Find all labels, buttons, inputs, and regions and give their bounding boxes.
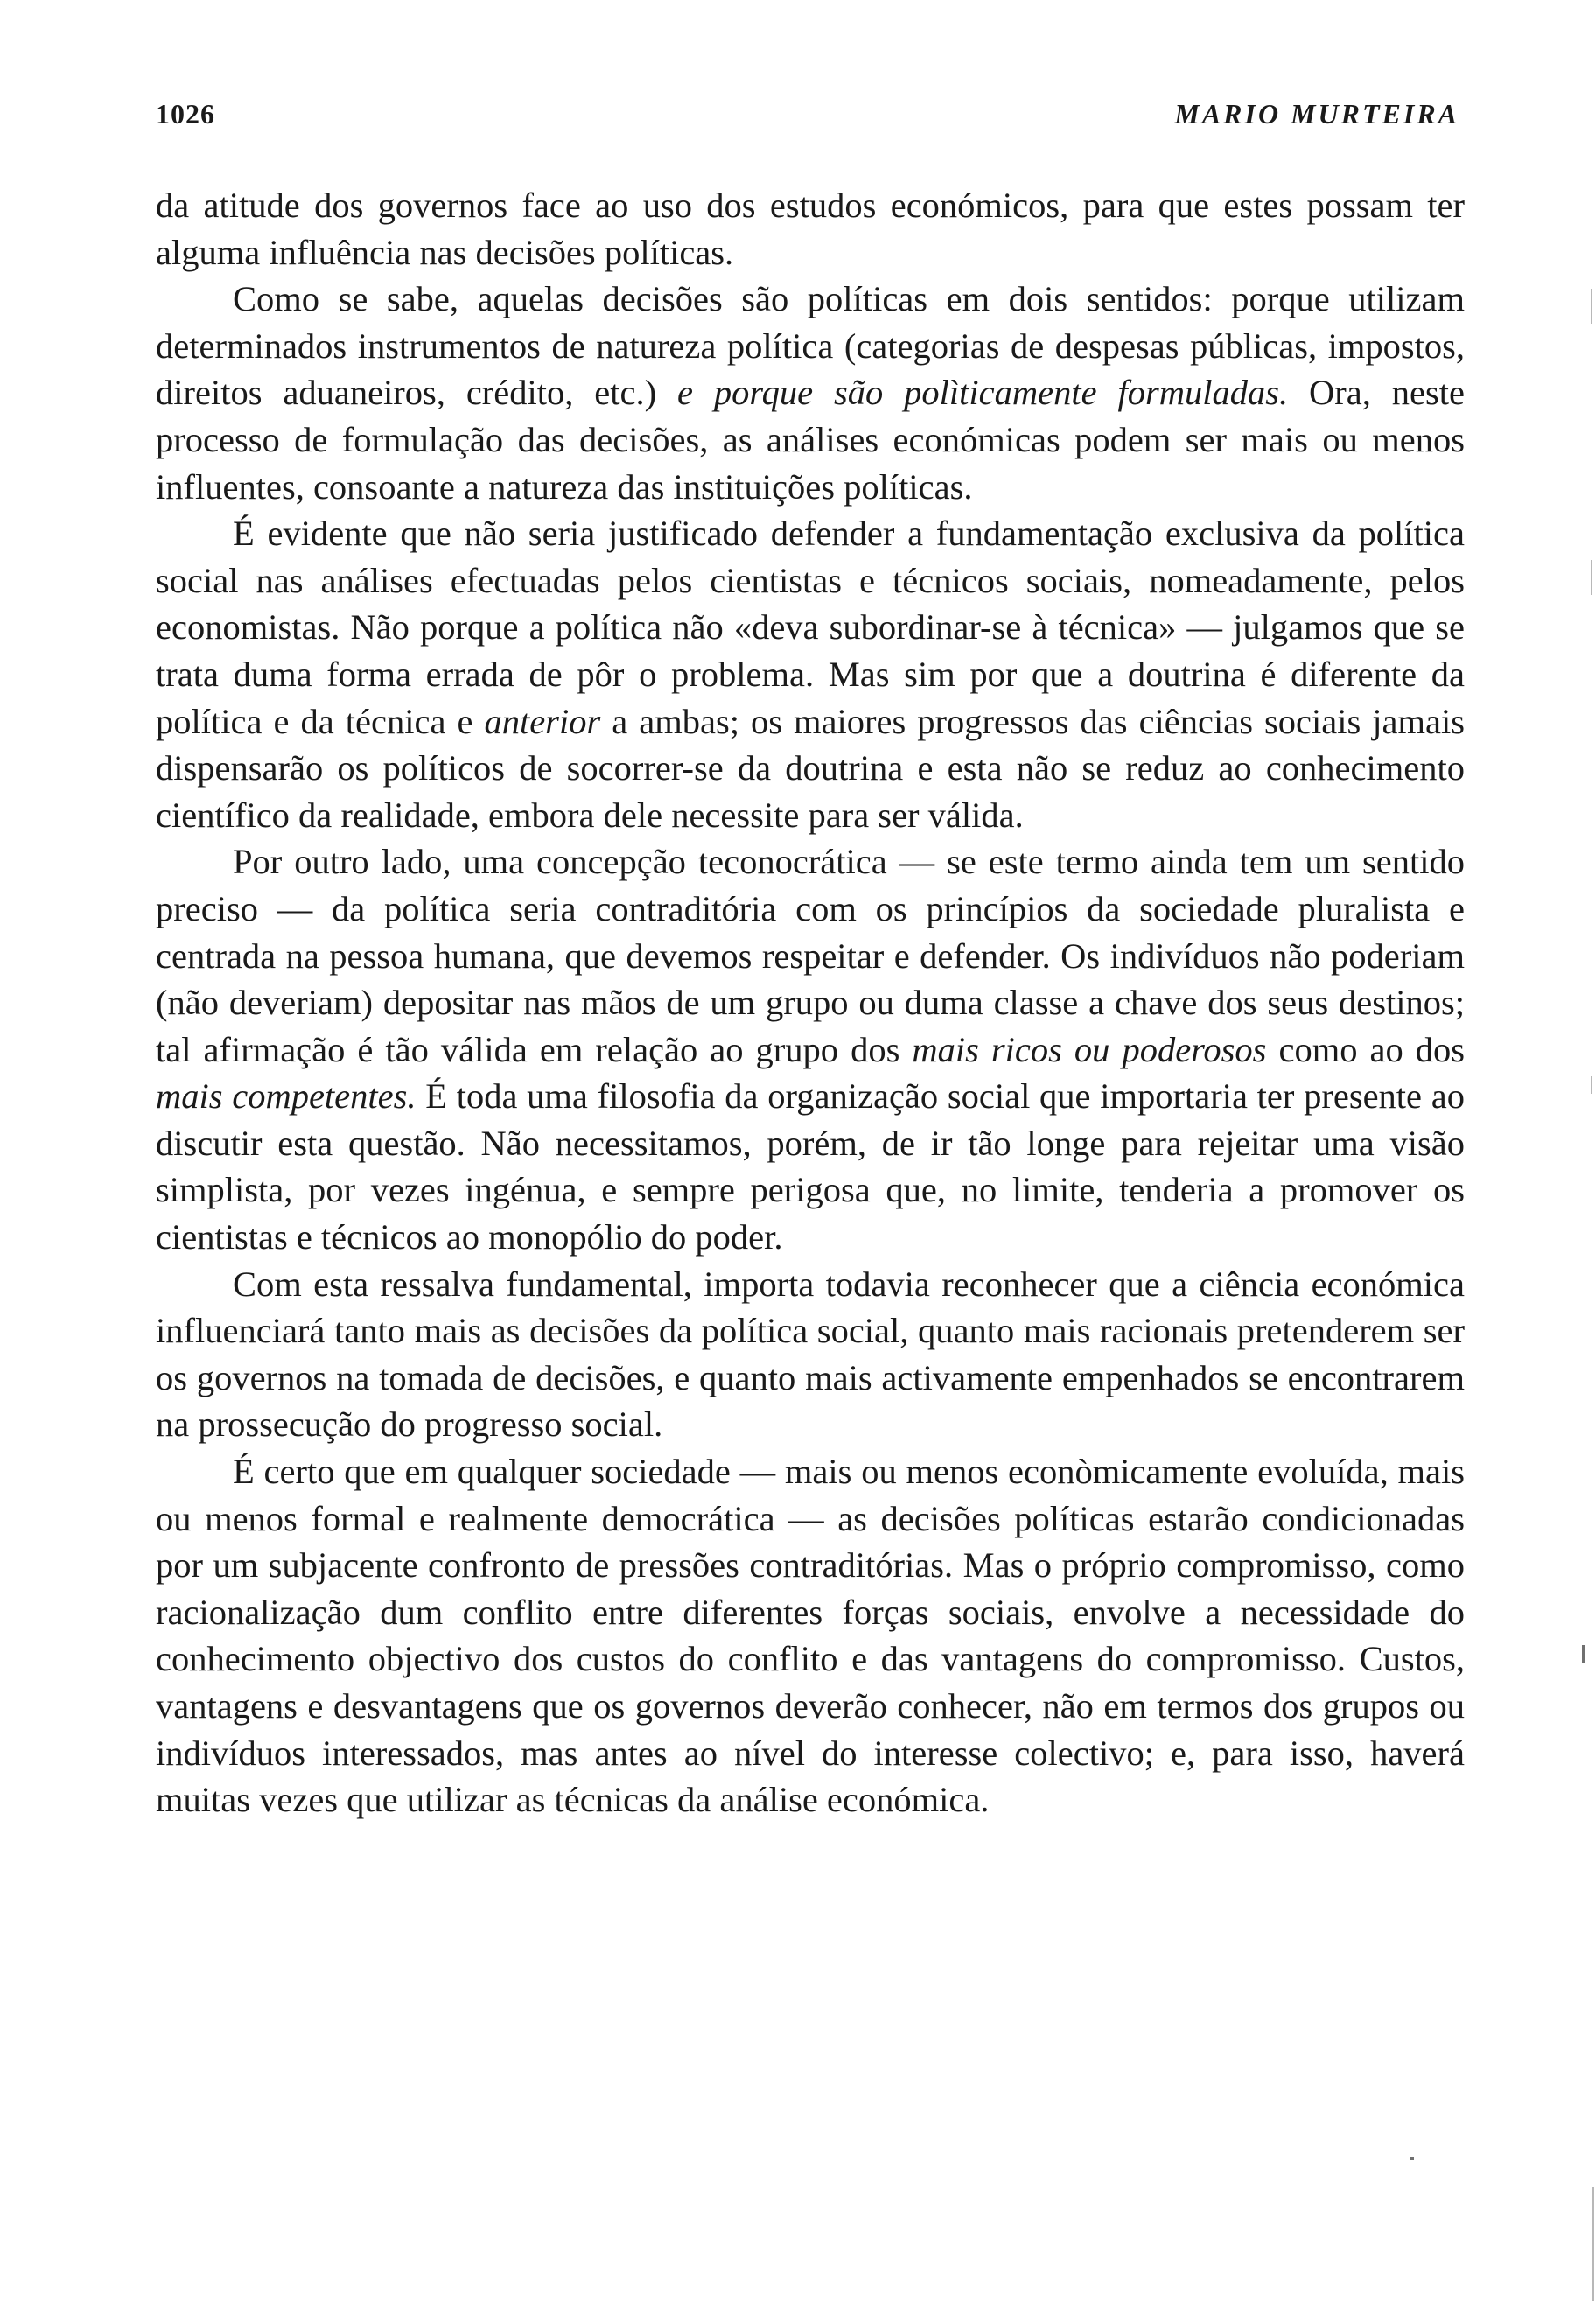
italic-text-run: e porque são polìticamente formuladas. xyxy=(677,373,1289,413)
text-run: É evidente que não seria justificado defender a fundamentação exclusiva da política social nas análises efectuadas pelos cientistas e técnicos sociais, nomeadamente, pelos economistas. Não porque a política não «deva subordinar-se à técnica» — julgamos que se trata duma forma errada de pôr o problema. Mas sim por que a doutrina é diferente da política e da técnica e xyxy=(156,514,1465,741)
italic-text-run: mais competentes. xyxy=(156,1076,416,1116)
text-run: É toda uma filosofia da organização social que importaria ter presente ao discutir esta questão. Não necessitamos, porém, de ir tão longe para rejeitar uma visão simplista, por vezes ingénua, e sempre perigosa que, no limite, tenderia a promover os cientistas e técnicos ao monopólio do poder. xyxy=(156,1076,1465,1257)
text-run: Com esta ressalva fundamental, importa todavia reconhecer que a ciência económica influenciará tanto mais as decisões da política social, quanto mais racionais pretenderem ser os governos na tomada de decisões, e quanto mais activamente empenhados se encontrarem na prossecução do progresso social. xyxy=(156,1264,1465,1445)
paragraph xyxy=(156,276,1465,510)
text-run: da atitude dos governos face ao uso dos estudos económicos, para que estes possam ter alguma influência nas decisões políticas. xyxy=(156,186,1465,272)
text-run: Ora, neste processo de formulação das decisões, as análises económicas podem ser mais ou menos influentes, consoante a natureza das instituições políticas. xyxy=(156,373,1465,507)
paragraph xyxy=(156,1261,1465,1448)
scan-margin-mark xyxy=(1582,1645,1585,1662)
author-name: MARIO MURTEIRA xyxy=(1174,98,1460,130)
paragraph xyxy=(156,510,1465,838)
scan-margin-mark xyxy=(1410,2157,1414,2160)
text-run: a ambas; os maiores progressos das ciências sociais jamais dispensarão os políticos de socorrer-se da doutrina e esta não se reduz ao conhecimento científico da realidade, embora dele necessite para ser válida. xyxy=(156,701,1465,835)
text-run: como ao dos xyxy=(1266,1029,1465,1069)
scan-margin-mark xyxy=(1591,1076,1592,1094)
page-number: 1026 xyxy=(156,98,215,130)
running-head xyxy=(156,98,1460,142)
scan-margin-mark xyxy=(1592,2188,1594,2301)
scan-margin-mark xyxy=(1591,560,1592,595)
paragraph xyxy=(156,1448,1465,1824)
body-text xyxy=(156,182,1465,1824)
italic-text-run: anterior xyxy=(484,701,601,741)
scan-margin-mark xyxy=(1591,289,1592,324)
italic-text-run: mais ricos ou poderosos xyxy=(912,1029,1267,1069)
text-run: Por outro lado, uma concepção teconocrática — se este termo ainda tem um sentido preciso — da política seria contraditória com os princípios da sociedade pluralista e centrada na pessoa humana, que devemos respeitar e defender. Os indivíduos não poderiam (não deveriam) depositar nas mãos de um grupo ou duma classe a chave dos seus destinos; tal afirmação é tão válida em relação ao grupo dos xyxy=(156,842,1465,1069)
paragraph xyxy=(156,838,1465,1260)
paragraph xyxy=(156,182,1465,276)
text-run: Como se sabe, aquelas decisões são políticas em dois sentidos: porque utilizam determinados instrumentos de natureza política (categorias de despesas públicas, impostos, direitos aduaneiros, crédito, etc.) xyxy=(156,279,1465,413)
text-run: É certo que em qualquer sociedade — mais ou menos econòmicamente evoluída, mais ou menos formal e realmente democrática — as decisões políticas estarão condicionadas por um subjacente confronto de pressões contraditórias. Mas o próprio compromisso, como racionalização dum conflito entre diferentes forças sociais, envolve a necessidade do conhecimento objectivo dos custos do conflito e das vantagens do compromisso. Custos, vantagens e desvantagens que os governos deverão conhecer, não em termos dos grupos ou indivíduos interessados, mas antes ao nível do interesse colectivo; e, para isso, haverá muitas vezes que utilizar as técnicas da análise económica. xyxy=(156,1452,1465,1820)
